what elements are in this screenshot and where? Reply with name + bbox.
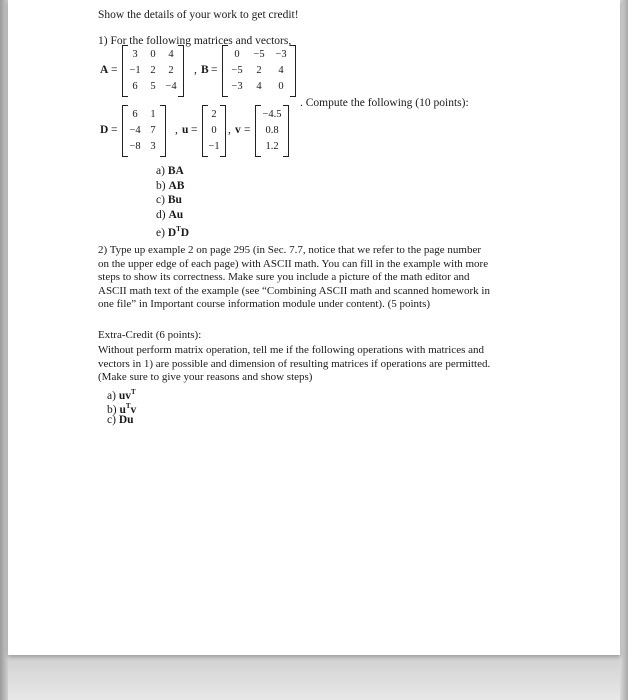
- equals-sign-d: =: [111, 124, 118, 136]
- vector-u: [202, 105, 226, 157]
- item-expression: BA: [167, 165, 184, 177]
- matrix-cell: −5: [231, 65, 243, 76]
- matrix-cell: −8: [129, 141, 141, 152]
- item-expression: Au: [168, 208, 184, 221]
- item-label: c): [156, 194, 168, 206]
- extra-line-1: Without perform matrix operation, tell me if the following operations with matrices and: [98, 344, 484, 356]
- matrix-cell: 0.8: [265, 125, 279, 136]
- equals-sign-b: =: [211, 64, 218, 76]
- matrix-cell: 0: [211, 125, 217, 136]
- matrix-cell: 5: [150, 81, 156, 92]
- item-expression: $u^Tv$: [119, 402, 137, 416]
- matrix-cell: 3: [132, 49, 138, 60]
- q2-line-2: on the upper edge of each page) with ASCII math. You can fill in the example with more: [98, 257, 489, 270]
- equals-sign-v: =: [244, 124, 251, 136]
- list-item: [107, 413, 134, 427]
- equals-sign-u: =: [191, 124, 198, 136]
- matrix-cell: −3: [231, 81, 243, 92]
- extra-credit-title: Extra-Credit (6 points):: [98, 329, 202, 341]
- list-item: [156, 193, 182, 207]
- compute-instruction: . Compute the following (10 points):: [300, 97, 469, 109]
- matrix-cell: −4: [165, 81, 177, 92]
- item-label: a): [156, 165, 168, 177]
- item-label: e): [156, 226, 168, 239]
- q2-line-1: 2) Type up example 2 on page 295 (in Sec. 7.7, notice that we refer to the page number: [98, 244, 481, 256]
- matrix-a: [122, 45, 184, 97]
- item-expression: $D^TD$: [167, 225, 190, 239]
- matrix-cell: −1: [129, 65, 141, 76]
- matrix-cell: 4: [168, 49, 174, 60]
- extra-line-3: (Make sure to give your reasons and show steps): [98, 371, 313, 383]
- list-item: [156, 179, 184, 193]
- matrix-cell: 4: [278, 65, 284, 76]
- matrix-cell: 1: [150, 109, 156, 120]
- instructions-title: Show the details of your work to get credit!: [98, 9, 299, 21]
- matrix-cell: 3: [150, 141, 156, 152]
- extra-line-2: vectors in 1) are possible and dimension of resulting matrices if operations are permitted.: [98, 357, 491, 370]
- matrix-d: [122, 105, 166, 157]
- matrix-cell: 1.2: [265, 141, 279, 152]
- item-expression: AB: [168, 179, 185, 192]
- matrix-cell: 7: [150, 125, 156, 136]
- list-item: [156, 208, 183, 222]
- comma-d: ,: [175, 124, 178, 136]
- matrix-cell: 0: [234, 49, 240, 60]
- q1-intro: 1) For the following matrices and vectors,: [98, 35, 292, 47]
- item-label: a): [107, 389, 119, 402]
- matrix-cell: 2: [256, 65, 262, 76]
- comma-a: ,: [194, 64, 197, 76]
- page-shadow-right: [620, 0, 628, 700]
- matrix-cell: 2: [150, 65, 156, 76]
- matrix-cell: 0: [150, 49, 156, 60]
- matrix-cell: 6: [132, 109, 138, 120]
- equals-sign-a: =: [111, 64, 118, 76]
- item-expression: Du: [118, 414, 134, 426]
- matrix-b: [222, 45, 296, 97]
- vector-u-label: u: [182, 124, 189, 136]
- matrix-b-label: B: [201, 64, 209, 76]
- matrix-a-label: A: [100, 64, 109, 76]
- vector-v-label: v: [235, 124, 241, 136]
- matrix-cell: −3: [275, 49, 287, 60]
- item-label: b): [107, 403, 120, 416]
- list-item: [156, 164, 184, 178]
- item-label: c): [107, 414, 119, 426]
- matrix-cell: −4.5: [262, 109, 282, 120]
- item-expression: Bu: [167, 194, 182, 206]
- q2-line-4: ASCII math text of the example (see “Combining ASCII math and scanned homework in: [98, 284, 490, 297]
- item-label: d): [156, 208, 169, 221]
- list-item: [156, 222, 189, 240]
- page-shadow-left: [0, 0, 8, 700]
- matrix-cell: −1: [208, 141, 220, 152]
- matrix-cell: 4: [256, 81, 262, 92]
- matrix-cell: −5: [253, 49, 265, 60]
- document-page: [8, 0, 620, 655]
- matrix-cell: −4: [129, 125, 141, 136]
- vector-v: [255, 105, 289, 157]
- q2-line-5: one file” in Important course information module under content). (5 points): [98, 298, 431, 310]
- matrix-cell: 6: [132, 81, 138, 92]
- matrix-cell: 2: [211, 109, 217, 120]
- q2-line-3: steps to show its correctness. Make sure you include a picture of the math editor and: [98, 271, 470, 283]
- matrix-cell: 2: [168, 65, 174, 76]
- item-expression: $uv^T$: [118, 388, 136, 402]
- item-label: b): [156, 179, 169, 192]
- matrix-cell: 0: [278, 81, 284, 92]
- comma-u: ,: [228, 124, 231, 136]
- matrix-d-label: D: [100, 124, 109, 136]
- page-shadow-bottom: [8, 655, 620, 700]
